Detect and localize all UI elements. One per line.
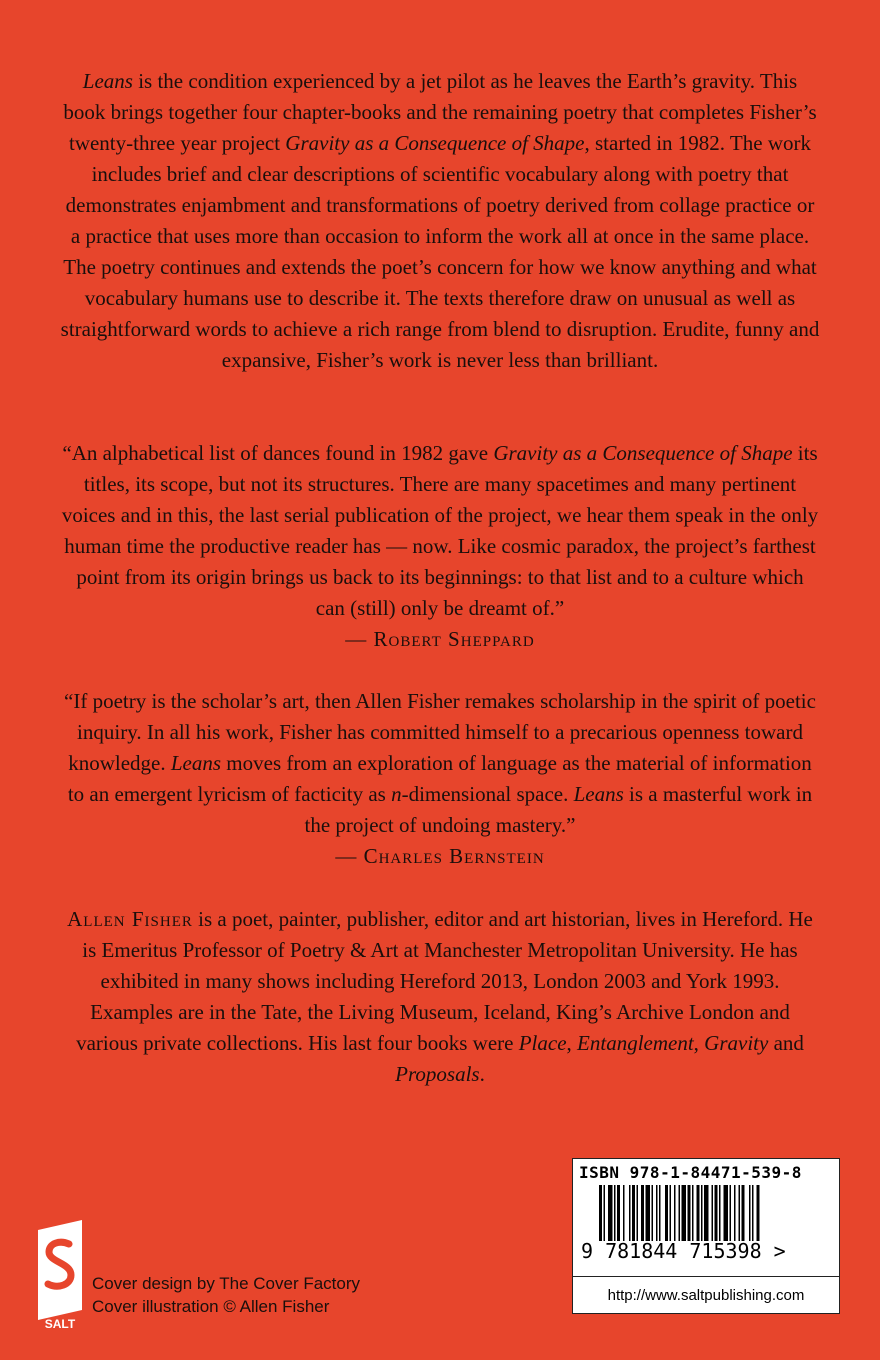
isbn-label: ISBN 978-1-84471-539-8 (579, 1163, 802, 1182)
bernstein-text-3: -dimensional space. (401, 782, 574, 806)
bernstein-attribution: — Charles Bernstein (335, 844, 545, 868)
barcode-digits: 9 781844 715398 > (581, 1239, 786, 1263)
barcode-bar (599, 1185, 602, 1241)
bio-book-1: Place (518, 1031, 567, 1055)
barcode-bar (697, 1185, 700, 1241)
barcode-bar (623, 1185, 625, 1241)
sheppard-quote (60, 438, 820, 655)
author-bio (60, 904, 820, 1090)
barcode-bar (742, 1185, 745, 1241)
barcode-bar (730, 1185, 732, 1241)
bernstein-quote (60, 686, 820, 872)
book-title: Leans (82, 69, 133, 93)
barcode-bar (715, 1185, 718, 1241)
bernstein-quote-text (60, 686, 820, 841)
bio-book-3: Gravity (704, 1031, 769, 1055)
description-text-1: is the condition experienced by a jet pilot as he leaves the Earth’s gravity. This book brings together four chapter-books and the remaining poetry that completes Fisher’s twenty-three year project (63, 69, 817, 155)
bio-sep-3: and (768, 1031, 804, 1055)
barcode-bar (656, 1185, 658, 1241)
barcode-bar (688, 1185, 691, 1241)
barcode-bar (670, 1185, 672, 1241)
barcode-bar (641, 1185, 644, 1241)
bernstein-text-2: moves from an exploration of language as the material of information to an emergent lyricism of facticity as (67, 751, 812, 806)
barcode-bar (734, 1185, 736, 1241)
barcode-bar (659, 1185, 661, 1241)
barcode-bar (652, 1185, 654, 1241)
description-text-2: , started in 1982. The work includes brief and clear descriptions of scientific vocabulary along with poetry that demonstrates enjambment and transformations of poetry derived from collage practice or a practice that uses more than occasion to inform the work all at once in the same place. The poetry continues and extends the poet’s concern for how we know anything and what vocabulary humans use to describe it. The texts therefore draw on unusual as well as straightforward words to achieve a rich range from blend to disruption. Erudite, funny and expansive, Fisher’s work is never less than brilliant. (60, 131, 820, 372)
barcode-bar (719, 1185, 721, 1241)
isbn-barcode-box (572, 1158, 840, 1314)
barcode-bar (682, 1185, 687, 1241)
bernstein-text-1: “If poetry is the scholar’s art, then Allen Fisher remakes scholarship in the spirit of poetic inquiry. In all his work, Fisher has committed himself to a precarious openness toward knowledge. (64, 689, 816, 775)
bernstein-text-4: is a masterful work in the project of undoing mastery.” (304, 782, 813, 837)
bio-text (60, 904, 820, 1090)
barcode-bar (617, 1185, 620, 1241)
salt-logo (38, 1220, 82, 1330)
project-title: Gravity as a Consequence of Shape (285, 131, 585, 155)
barcode-bar (646, 1185, 651, 1241)
barcode-bar (701, 1185, 703, 1241)
book-description (60, 66, 820, 376)
barcode-bar (637, 1185, 639, 1241)
publisher-url: http://www.saltpublishing.com (573, 1276, 839, 1313)
bio-sep-2: , (693, 1031, 705, 1055)
bio-book-4: Proposals (395, 1062, 480, 1086)
sheppard-text-2: its titles, its scope, but not its structures. There are many spacetimes and many pertinent voices and in this, the last serial publication of the project, we hear them speak in the only human time the productive reader has — now. Like cosmic paradox, the project’s farthest point from its origin brings us back to its beginnings: to that list and to a culture which can (still) only be dreamt of.” (61, 441, 819, 620)
bio-book-2: Entanglement (577, 1031, 694, 1055)
cover-credits (92, 1272, 360, 1318)
bernstein-title-1: Leans (170, 751, 222, 775)
bio-text-1: is a poet, painter, publisher, editor and art historian, lives in Hereford. He is Emeritus Professor of Poetry & Art at Manchester Metropolitan University. He has exhibited in many shows including Hereford 2013, London 2003 and York 1993. Examples are in the Tate, the Living Museum, Iceland, King’s Archive London and various private collections. His last four books were (76, 907, 813, 1055)
sheppard-text-1: “An alphabetical list of dances found in 1982 gave (62, 441, 494, 465)
salt-logo-icon (38, 1220, 82, 1330)
barcode-bar (739, 1185, 741, 1241)
sheppard-project-title: Gravity as a Consequence of Shape (493, 441, 793, 465)
barcode-bar (674, 1185, 676, 1241)
barcode-bar (757, 1185, 760, 1241)
sheppard-attribution: — Robert Sheppard (345, 627, 535, 651)
description-paragraph (60, 66, 820, 376)
barcode-bar (629, 1185, 631, 1241)
barcode-bar (608, 1185, 613, 1241)
barcode-bar (704, 1185, 709, 1241)
sheppard-quote-text (60, 438, 820, 624)
barcode-bars (599, 1185, 819, 1241)
salt-logo-text: SALT (44, 1317, 76, 1330)
barcode-bar (752, 1185, 754, 1241)
barcode-bar (665, 1185, 668, 1241)
barcode-bar (614, 1185, 616, 1241)
bernstein-n: n (391, 782, 402, 806)
barcode-bar (749, 1185, 751, 1241)
bio-sep-1: , (566, 1031, 578, 1055)
author-name: Allen Fisher (67, 907, 193, 931)
barcode-bar (724, 1185, 729, 1241)
barcode-bar (679, 1185, 681, 1241)
bio-end: . (479, 1062, 485, 1086)
cover-design-credit: Cover design by The Cover Factory (92, 1274, 361, 1293)
barcode-bar (712, 1185, 714, 1241)
cover-illustration-credit: Cover illustration © Allen Fisher (92, 1297, 330, 1316)
bernstein-title-2: Leans (573, 782, 624, 806)
barcode-bar (604, 1185, 606, 1241)
barcode-bar (692, 1185, 694, 1241)
barcode-bar (632, 1185, 635, 1241)
